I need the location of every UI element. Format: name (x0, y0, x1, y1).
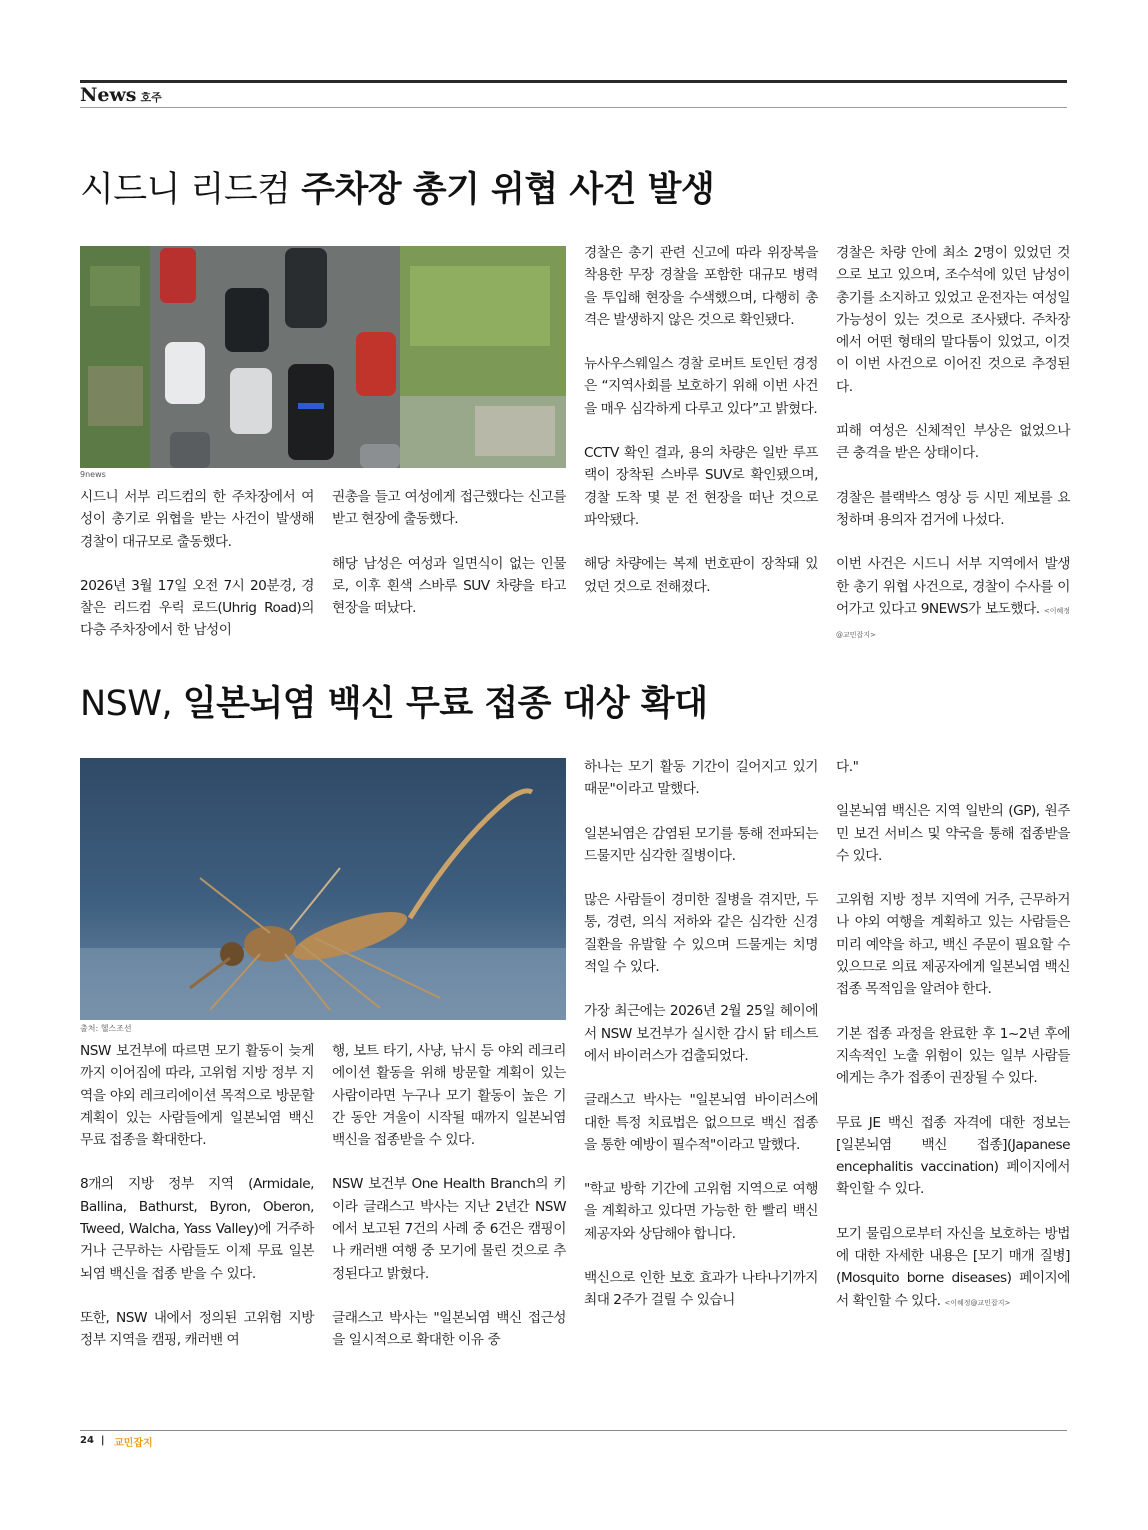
paragraph-text: 모기 물림으로부터 자신을 보호하는 방법에 대한 자세한 내용은 [모기 매개 질병](Mosquito borne diseases) 페이지에서 확인할 수 있다. (836, 1225, 1070, 1309)
page-number (80, 1435, 105, 1446)
section-name: News (80, 84, 137, 106)
paragraph: 피해 여성은 신체적인 부상은 없었으나 큰 충격을 받은 상태이다. (836, 423, 1070, 462)
paragraph: 백신으로 인한 보호 효과가 나타나기까지 최대 2주가 걸릴 수 있습니 (584, 1270, 818, 1309)
paragraph-text: 이번 사건은 시드니 서부 지역에서 발생한 총기 위협 사건으로, 경찰이 수사를 이어가고 있다고 9NEWS가 보도했다. (836, 556, 1070, 617)
paragraph (836, 553, 1070, 646)
paragraph: 글래스고 박사는 "일본뇌염 백신 접근성을 일시적으로 확대한 이유 중 (332, 1309, 566, 1349)
footer-separator: | (100, 1435, 105, 1446)
paragraph: 일본뇌염은 감염된 모기를 통해 전파되는 드물지만 심각한 질병이다. (584, 825, 818, 864)
page-number-value: 24 (80, 1435, 94, 1446)
author-credit: <이혜정@교민잡지> (836, 606, 1070, 640)
subsection-name: 호주 (140, 91, 162, 104)
article1-photo-parking-lot (80, 246, 566, 468)
paragraph (836, 1223, 1070, 1314)
paragraph: 행, 보트 타기, 사냥, 낚시 등 야외 레크리에이션 활동을 위해 방문할 계획이 있는 사람이라면 누구나 모기 활동이 높은 기간 동안 겨울이 시작될 때까지 일본뇌염 백신을 접종받을 수 있다. (332, 1043, 566, 1149)
article1-photo-caption: 9news (80, 470, 106, 479)
paragraph: "학교 방학 기간에 고위험 지역으로 여행을 계획하고 있다면 가능한 한 빨리 백신 제공자와 상담해야 합니다. (584, 1181, 818, 1242)
paragraph: 8개의 지방 정부 지역 (Armidale, Ballina, Bathurst, Byron, Oberon, Tweed, Walcha, Yass Valley)에 거주하거나 근무하는 사람들도 이제 무료 일본뇌염 백신을 접종 받을 수 있다. (80, 1176, 314, 1282)
paragraph: 해당 남성은 여성과 일면식이 없는 인물로, 이후 흰색 스바루 SUV 차량을 타고 현장을 떠났다. (332, 555, 566, 617)
paragraph: 뉴사우스웨일스 경찰 로버트 토인턴 경정은 “지역사회를 보호하기 위해 이번 사건을 매우 심각하게 다루고 있다”고 밝혔다. (584, 356, 818, 417)
article2-column-2 (332, 1040, 566, 1352)
paragraph: NSW 보건부 One Health Branch의 키이라 글래스고 박사는 지난 2년간 NSW에서 보고된 7건의 사례 중 6건은 캠핑이나 캐러밴 여행 중 모기에 물린 것으로 추정된다고 밝혔다. (332, 1176, 566, 1282)
article1-column-1 (80, 486, 314, 642)
footer-rule (80, 1430, 1067, 1431)
paragraph: 시드니 서부 리드컴의 한 주차장에서 여성이 총기로 위협을 받는 사건이 발생해 경찰이 대규모로 출동했다. (80, 489, 314, 550)
paragraph: 많은 사람들이 경미한 질병을 겪지만, 두통, 경련, 의식 저하와 같은 심각한 신경 질환을 유발할 수 있으며 드물게는 치명적일 수 있다. (584, 892, 818, 976)
header-bottom-rule (80, 107, 1067, 108)
article2-column-1 (80, 1040, 314, 1352)
article2-headline-bold: 일본뇌염 백신 무료 접종 대상 확대 (182, 684, 708, 724)
paragraph: 다." (836, 759, 859, 775)
paragraph: 가장 최근에는 2026년 2월 25일 헤이에서 NSW 보건부가 실시한 감시 닭 테스트에서 바이러스가 검출되었다. (584, 1003, 818, 1064)
magazine-logo: 교민잡지 (114, 1438, 153, 1449)
paragraph: NSW 보건부에 따르면 모기 활동이 늦게까지 이어짐에 따라, 고위험 지방 정부 지역을 야외 레크리에이션 목적으로 방문할 계획이 있는 사람들에게 일본뇌염 백신 무료 접종을 확대한다. (80, 1043, 314, 1149)
article2-photo-caption: 출처: 헬스조선 (80, 1024, 132, 1033)
article2-photo-mosquito (80, 758, 566, 1020)
paragraph: 일본뇌염 백신은 지역 일반의 (GP), 원주민 보건 서비스 및 약국을 통해 접종받을 수 있다. (836, 803, 1070, 864)
article1-column-4 (836, 242, 1070, 646)
paragraph: CCTV 확인 결과, 용의 차량은 일반 루프랙이 장착된 스바루 SUV로 확인됐으며, 경찰 도착 몇 분 전 현장을 떠난 것으로 파악됐다. (584, 445, 818, 528)
article2-headline-light: NSW, (80, 684, 173, 724)
article2-column-4 (836, 756, 1070, 1314)
paragraph: 2026년 3월 17일 오전 7시 20분경, 경찰은 리드컴 우릭 로드(Uhrig Road)의 다층 주차장에서 한 남성이 (80, 577, 314, 639)
article1-column-3 (584, 242, 818, 598)
article1-headline-light: 시드니 리드컴 (80, 170, 291, 210)
article1-headline-bold: 주차장 총기 위협 사건 발생 (301, 170, 715, 210)
header-top-rule (80, 80, 1067, 83)
paragraph: 하나는 모기 활동 기간이 길어지고 있기 때문"이라고 말했다. (584, 759, 818, 798)
article1-headline (80, 162, 714, 212)
article1-column-2 (332, 486, 566, 619)
paragraph: 경찰은 차량 안에 최소 2명이 있었던 것으로 보고 있으며, 조수석에 있던 남성이 총기를 소지하고 있었고 운전자는 여성일 가능성이 있는 것으로 조사됐다. 주차장에서 어떤 형태의 말다툼이 있었고, 이것이 이번 사건으로 이어진 것으로 추정된다. (836, 245, 1070, 395)
section-label (80, 84, 162, 106)
paragraph: 글래스고 박사는 "일본뇌염 바이러스에 대한 특정 치료법은 없으므로 백신 접종을 통한 예방이 필수적"이라고 말했다. (584, 1092, 818, 1153)
paragraph: 고위험 지방 정부 지역에 거주, 근무하거나 야외 여행을 계획하고 있는 사람들은 미리 예약을 하고, 백신 주문이 필요할 수 있으므로 의료 제공자에게 일본뇌염 백신 접종 목적임을 알려야 한다. (836, 892, 1070, 998)
paragraph: 경찰은 블랙박스 영상 등 시민 제보를 요청하며 용의자 검거에 나섰다. (836, 489, 1070, 528)
paragraph: 또한, NSW 내에서 정의된 고위험 지방 정부 지역을 캠핑, 캐러밴 여 (80, 1309, 314, 1349)
article2-headline (80, 676, 708, 726)
paragraph: 해당 차량에는 복제 번호판이 장착돼 있었던 것으로 전해졌다. (584, 556, 818, 595)
paragraph: 기본 접종 과정을 완료한 후 1~2년 후에 지속적인 노출 위험이 있는 일부 사람들에게는 추가 접종이 권장될 수 있다. (836, 1025, 1070, 1087)
paragraph: 경찰은 총기 관련 신고에 따라 위장복을 착용한 무장 경찰을 포함한 대규모 병력을 투입해 현장을 수색했으며, 다행히 총격은 발생하지 않은 것으로 확인됐다. (584, 245, 818, 328)
article2-column-3 (584, 756, 818, 1312)
paragraph: 무료 JE 백신 접종 자격에 대한 정보는 [일본뇌염 백신 접종](Japanese encephalitis vaccination) 페이지에서 확인할 수 있다. (836, 1114, 1070, 1198)
author-credit: <이혜정@교민잡지> (944, 1298, 1011, 1307)
paragraph: 권총을 들고 여성에게 접근했다는 신고를 받고 현장에 출동했다. (332, 489, 566, 528)
